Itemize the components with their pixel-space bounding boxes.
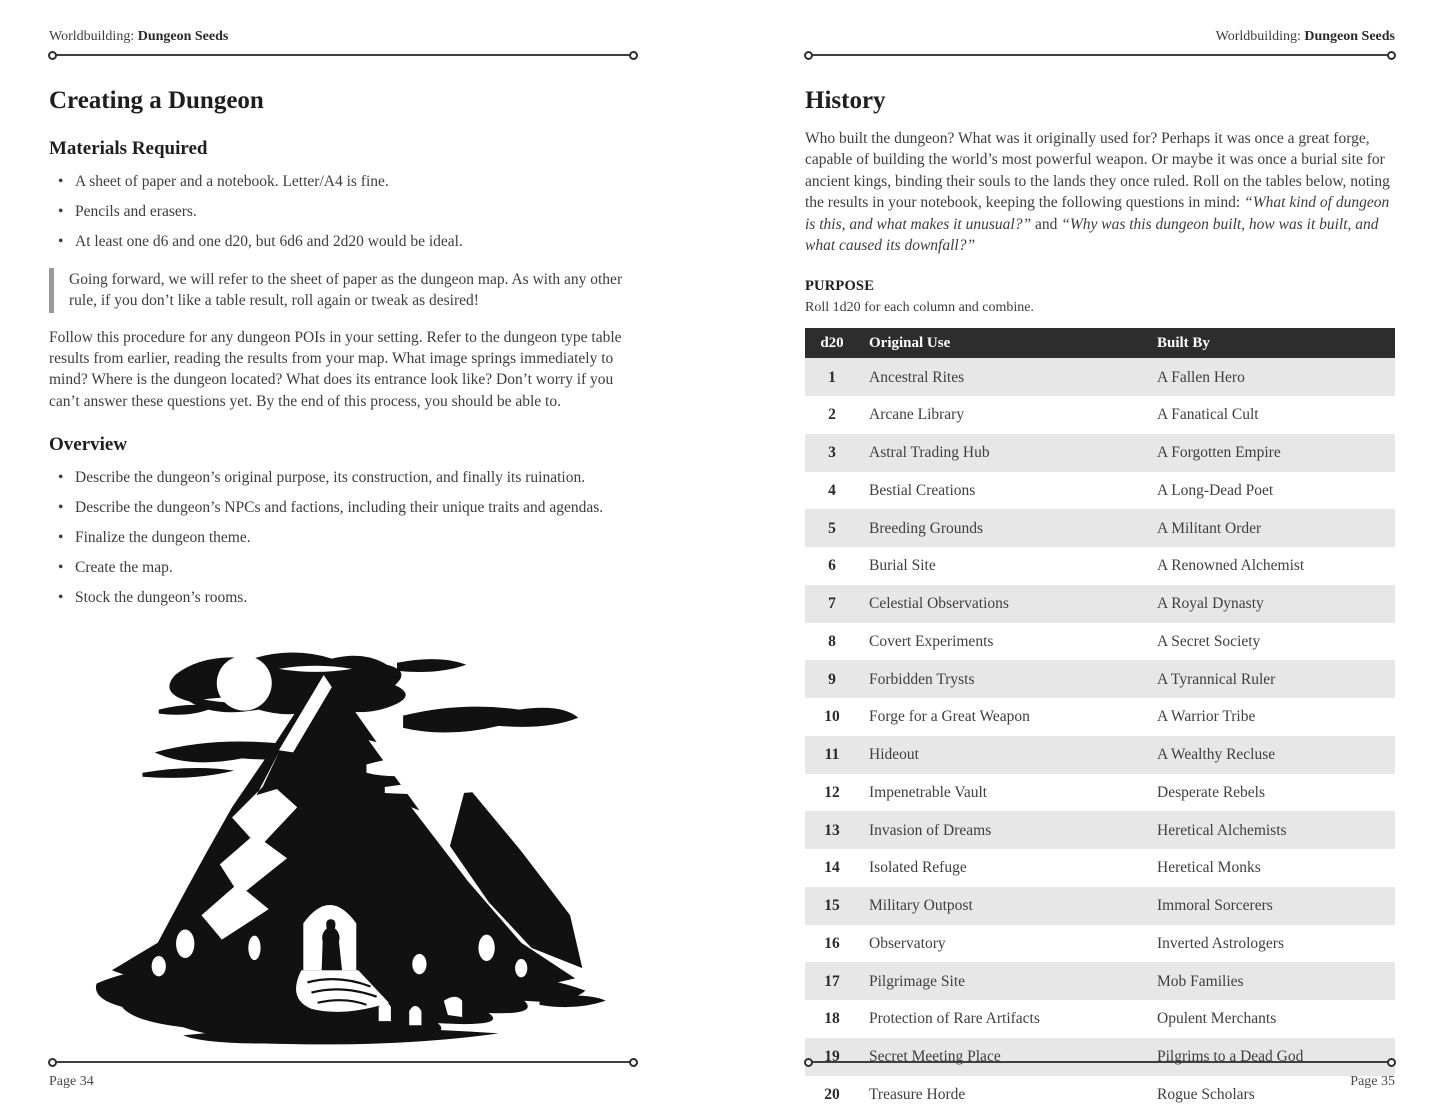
materials-heading: Materials Required: [49, 138, 208, 160]
column-header-built-by: Built By: [1147, 328, 1395, 359]
list-item-text: Finalize the dungeon theme.: [75, 528, 251, 546]
cell-built-by: Immoral Sorcerers: [1157, 897, 1273, 914]
cell-built-by: A Forgotten Empire: [1157, 444, 1281, 461]
list-item-text: A sheet of paper and a notebook. Letter/A4 is fine.: [75, 172, 389, 190]
cell-built-by: Inverted Astrologers: [1157, 934, 1284, 952]
list-item: [49, 557, 637, 578]
cell-original-use: Observatory: [869, 934, 946, 952]
cell-built-by: Heretical Monks: [1157, 859, 1261, 877]
running-header-prefix: Worldbuilding:: [49, 29, 138, 44]
rule-endpoint-dot: [48, 1058, 57, 1067]
body-paragraph: Follow this procedure for any dungeon POIs in your setting. Refer to the dungeon type table results from earlier, reading the results from your map. What image springs immediately to mind? Where is the dungeon located? What does its entrance look like? Don’t worry if you can’t answer these questions yet. By the end of this process, you should be able to.: [49, 328, 622, 410]
cell-original-use: Pilgrimage Site: [869, 972, 966, 990]
list-item: [49, 231, 637, 252]
header-rule: [805, 54, 1395, 56]
table-row: [805, 1000, 1395, 1038]
cell-original-use: Ancestral Rites: [869, 368, 965, 386]
cell-built-by: A Renowned Alchemist: [1157, 557, 1305, 575]
list-item: [49, 497, 637, 518]
table-row: [805, 849, 1395, 887]
table-row: [805, 396, 1395, 434]
table-row: [805, 925, 1395, 963]
cell-d20: 5: [828, 519, 836, 537]
table-header-row: [805, 328, 1395, 359]
cell-original-use: Treasure Horde: [869, 1085, 966, 1103]
cell-d20: 16: [824, 934, 840, 952]
cell-original-use: Invasion of Dreams: [869, 821, 992, 839]
cell-built-by: Mob Families: [1157, 972, 1244, 990]
cell-built-by: Desperate Rebels: [1157, 783, 1266, 801]
cell-original-use: Protection of Rare Artifacts: [869, 1010, 1040, 1028]
cell-d20: 10: [824, 708, 840, 726]
cell-built-by: Rogue Scholars: [1157, 1085, 1255, 1103]
page-number: Page 35: [1350, 1074, 1395, 1089]
table-row: [805, 774, 1395, 812]
cell-d20: 15: [824, 897, 840, 914]
cell-d20: 20: [824, 1085, 840, 1103]
right-page-footer: [805, 1053, 1395, 1091]
cell-original-use: Burial Site: [869, 557, 936, 575]
cell-built-by: A Militant Order: [1157, 519, 1262, 537]
table-row: [805, 358, 1395, 396]
rule-endpoint-dot: [48, 51, 57, 60]
intro-text: and: [1031, 215, 1062, 233]
cell-d20: 8: [828, 632, 836, 650]
cell-d20: 19: [824, 1048, 840, 1065]
cell-d20: 18: [824, 1010, 840, 1028]
intro-quote: “Why was this dungeon built, how was it built, and what caused its downfall?”: [805, 215, 1379, 254]
purpose-heading: PURPOSE: [805, 278, 875, 295]
running-header-title: Dungeon Seeds: [1304, 29, 1395, 44]
cell-built-by: Pilgrims to a Dead God: [1157, 1048, 1304, 1065]
table-row: [805, 660, 1395, 698]
page-title: History: [805, 87, 886, 115]
cell-original-use: Forbidden Trysts: [869, 670, 975, 688]
footer-rule: [49, 1061, 637, 1063]
cell-built-by: A Secret Society: [1157, 632, 1261, 650]
cell-original-use: Forge for a Great Weapon: [869, 708, 1030, 726]
intro-quote: “What kind of dungeon is this, and what makes it unusual?”: [805, 194, 1390, 233]
list-item-text: Stock the dungeon’s rooms.: [75, 588, 248, 606]
rule-endpoint-dot: [1387, 51, 1396, 60]
callout: [49, 268, 637, 313]
cell-original-use: Bestial Creations: [869, 481, 976, 499]
cell-d20: 11: [824, 746, 840, 763]
list-item-text: Describe the dungeon’s NPCs and factions, including their unique traits and agendas.: [75, 498, 604, 516]
history-intro-paragraph: [805, 128, 1395, 256]
table-body: [805, 358, 1395, 1113]
running-header: [49, 0, 637, 46]
cell-built-by: A Wealthy Recluse: [1157, 746, 1276, 763]
overview-list: [49, 467, 637, 608]
left-page: [49, 0, 637, 1117]
cell-d20: 1: [828, 368, 836, 386]
table-row: [805, 962, 1395, 1000]
cell-d20: 13: [824, 821, 840, 839]
table-row: [805, 811, 1395, 849]
cell-original-use: Secret Meeting Place: [869, 1048, 1001, 1065]
cell-d20: 3: [828, 444, 836, 461]
table-row: [805, 698, 1395, 736]
list-item-text: At least one d6 and one d20, but 6d6 and 2d20 would be ideal.: [75, 232, 463, 250]
cell-built-by: Opulent Merchants: [1157, 1010, 1277, 1028]
cell-built-by: A Fanatical Cult: [1157, 406, 1259, 424]
cell-original-use: Impenetrable Vault: [869, 783, 988, 801]
page-title: Creating a Dungeon: [49, 87, 264, 115]
rule-endpoint-dot: [629, 51, 638, 60]
list-item-text: Describe the dungeon’s original purpose, its construction, and finally its ruination.: [75, 469, 586, 487]
list-item: [49, 527, 637, 548]
table-row: [805, 547, 1395, 585]
purpose-note: Roll 1d20 for each column and combine.: [805, 300, 1034, 316]
rule-endpoint-dot: [804, 51, 813, 60]
cell-original-use: Military Outpost: [869, 897, 973, 914]
cell-original-use: Covert Experiments: [869, 632, 994, 650]
list-item-text: Pencils and erasers.: [75, 202, 197, 220]
cell-original-use: Celestial Observations: [869, 595, 1009, 612]
cell-original-use: Astral Trading Hub: [869, 444, 990, 461]
materials-list: [49, 171, 637, 252]
cell-d20: 9: [828, 670, 836, 688]
rule-endpoint-dot: [1387, 1058, 1396, 1067]
header-rule: [49, 54, 637, 56]
table-row: [805, 434, 1395, 472]
running-header-title: Dungeon Seeds: [137, 29, 229, 44]
list-item: [49, 171, 637, 192]
cell-d20: 6: [828, 557, 836, 575]
cell-built-by: A Warrior Tribe: [1157, 708, 1256, 726]
table-row: [805, 736, 1395, 774]
cell-original-use: Isolated Refuge: [869, 859, 967, 877]
cell-d20: 17: [824, 972, 840, 990]
overview-heading: Overview: [49, 434, 128, 456]
column-header-d20: d20: [805, 328, 859, 359]
list-item-text: Create the map.: [75, 558, 173, 576]
cell-original-use: Breeding Grounds: [869, 519, 984, 537]
cell-original-use: Arcane Library: [869, 406, 965, 424]
cell-original-use: Hideout: [869, 746, 919, 763]
cell-built-by: A Fallen Hero: [1157, 368, 1245, 386]
table-row: [805, 623, 1395, 661]
cell-d20: 12: [824, 783, 840, 801]
list-item: [49, 587, 637, 608]
list-item: [49, 467, 637, 488]
table-row: [805, 585, 1395, 623]
right-page: [805, 0, 1395, 1117]
callout-text: Going forward, we will refer to the sheet of paper as the dungeon map. As with any other rule, if you don’t like a table result, roll again or tweak as desired!: [69, 270, 623, 310]
cell-d20: 2: [828, 406, 836, 424]
cell-d20: 14: [824, 859, 840, 877]
left-page-footer: [49, 1053, 637, 1091]
cell-d20: 4: [828, 481, 836, 499]
cell-built-by: A Royal Dynasty: [1157, 595, 1264, 612]
cell-d20: 7: [828, 595, 836, 612]
table-row: [805, 472, 1395, 510]
cell-built-by: A Tyrannical Ruler: [1157, 670, 1276, 688]
running-header: [805, 0, 1395, 46]
footer-rule: [805, 1061, 1395, 1063]
table-row: [805, 509, 1395, 547]
list-item: [49, 201, 637, 222]
running-header-prefix: Worldbuilding:: [1215, 29, 1305, 44]
intro-text: Who built the dungeon? What was it originally used for? Perhaps it was once a great forge, capable of building the world’s most powerful weapon. Or maybe it was once a burial site for ancient kings, binding their souls to the lands they once ruled. Roll on the tables below, noting the results in your notebook, keeping the following questions in mind:: [805, 130, 1390, 212]
cell-built-by: A Long-Dead Poet: [1157, 481, 1274, 499]
dungeon-mountain-illustration: [61, 642, 621, 1050]
table-head: [805, 328, 1395, 359]
purpose-d20-table: [805, 328, 1395, 1114]
table-row: [805, 887, 1395, 925]
rule-endpoint-dot: [804, 1058, 813, 1067]
page-number: Page 34: [49, 1074, 94, 1089]
rule-endpoint-dot: [629, 1058, 638, 1067]
cell-built-by: Heretical Alchemists: [1157, 821, 1287, 839]
column-header-original-use: Original Use: [859, 328, 1147, 359]
